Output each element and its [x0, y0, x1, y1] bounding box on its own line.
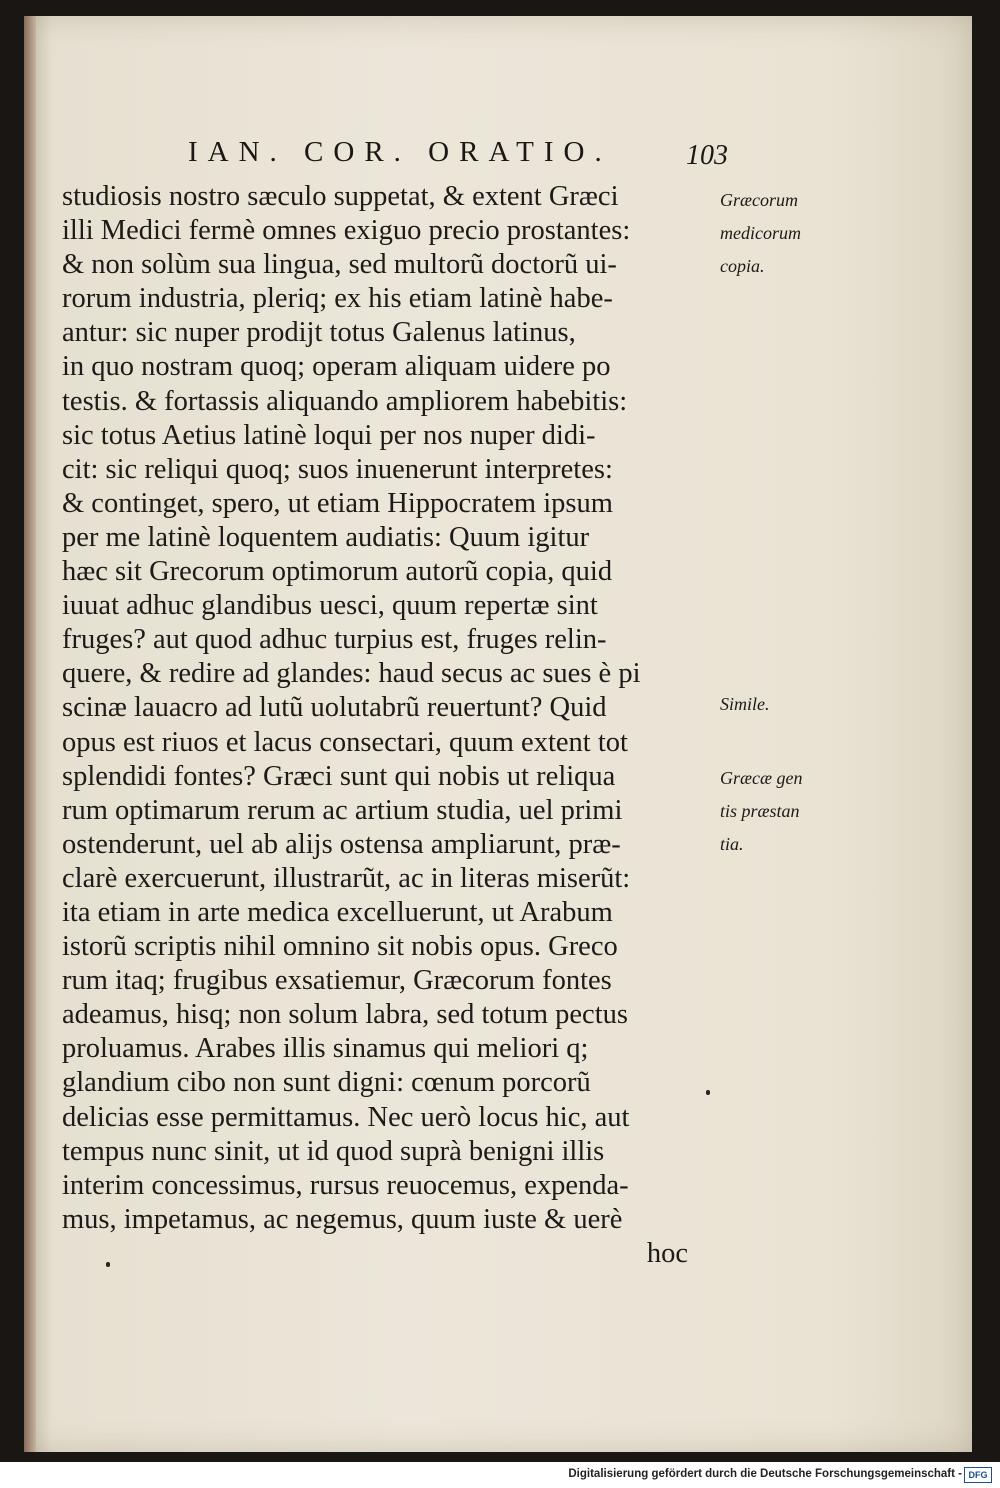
footer-bar: [0, 1462, 1000, 1488]
text-line: adeamus, hisq; non solum labra, sed totum pectus: [62, 999, 628, 1031]
margin-note: [720, 688, 770, 721]
text-line: iuuat adhuc glandibus uesci, quum repertæ sint: [62, 590, 598, 622]
margin-note-line: copia.: [720, 256, 765, 276]
text-line: delicias esse permittamus. Nec uerò locus hic, aut: [62, 1101, 630, 1133]
text-line: antur: sic nuper prodijt totus Galenus latinus,: [62, 317, 576, 349]
text-line: testis. & fortassis aliquando ampliorem habebitis:: [62, 385, 628, 417]
text-line: ita etiam in arte medica excelluerunt, ut Arabum: [62, 896, 613, 928]
text-line: rum optimarum rerum ac artium studia, uel primi: [62, 794, 623, 826]
text-line: istorũ scriptis nihil omnino sit nobis opus. Greco: [62, 931, 618, 963]
running-head: IAN. COR. ORATIO.: [188, 136, 612, 168]
text-line: mus, impetamus, ac negemus, quum iuste & uerè: [62, 1203, 623, 1235]
text-line: & continget, spero, ut etiam Hippocratem ipsum: [62, 487, 613, 519]
text-line: rum itaq; frugibus exsatiemur, Græcorum fontes: [62, 965, 612, 997]
margin-note-line: tis præstan: [720, 801, 800, 821]
page-spine-edge: [24, 16, 36, 1452]
text-line: scinæ lauacro ad lutũ uolutabrũ reuertunt? Quid: [62, 692, 607, 724]
page-number: 103: [686, 140, 728, 171]
dfg-logo: DFG: [964, 1467, 992, 1483]
text-line: in quo nostram quoq; operam aliquam uidere po: [62, 351, 611, 383]
text-line: proluamus. Arabes illis sinamus qui meliori q;: [62, 1033, 589, 1065]
text-line: per me latinè loquentem audiatis: Quum igitur: [62, 521, 590, 553]
margin-note-line: Græcorum: [720, 190, 799, 210]
body-text: [62, 180, 722, 1271]
text-line: fruges? aut quod adhuc turpius est, fruges relin-: [62, 624, 607, 656]
ink-speck: [706, 1090, 710, 1095]
text-line: hæc sit Grecorum optimorum autorũ copia, quid: [62, 556, 613, 588]
text-line: clarè exercuerunt, illustrarũt, ac in literas miserũt:: [62, 862, 631, 894]
margin-note: [720, 184, 801, 283]
margin-note-line: Græcæ gen: [720, 768, 803, 788]
margin-note-line: tia.: [720, 834, 744, 854]
ink-speck: [106, 1262, 110, 1267]
text-line: & non solùm sua lingua, sed multorũ doctorũ ui-: [62, 249, 617, 281]
text-line: glandium cibo non sunt digni: cœnum porcorũ: [62, 1067, 591, 1099]
text-line: illi Medici fermè omnes exiguo precio prostantes:: [62, 215, 631, 247]
text-line: interim concessimus, rursus reuocemus, expenda-: [62, 1169, 629, 1201]
text-line: studiosis nostro sæculo suppetat, & extent Græci: [62, 181, 619, 212]
margin-note-line: medicorum: [720, 223, 801, 243]
text-line: quere, & redire ad glandes: haud secus ac sues è pi: [62, 658, 641, 690]
text-line: splendidi fontes? Græci sunt qui nobis ut reliqua: [62, 760, 616, 792]
text-line: cit: sic reliqui quoq; suos inuenerunt interpretes:: [62, 453, 613, 485]
text-line: tempus nunc sinit, ut id quod suprà benigni illis: [62, 1135, 605, 1167]
text-line: sic totus Aetius latinè loqui per nos nuper didi-: [62, 419, 596, 451]
catchword: hoc: [646, 1237, 688, 1269]
text-line: rorum industria, pleriq; ex his etiam latinè habe-: [62, 283, 613, 315]
text-line: ostenderunt, uel ab alijs ostensa ampliarunt, præ-: [62, 828, 621, 860]
text-line: opus est riuos et lacus consectari, quum extent tot: [62, 726, 628, 758]
funding-credit: Digitalisierung gefördert durch die Deutsche Forschungsgemeinschaft -: [568, 1468, 962, 1480]
margin-note: [720, 762, 803, 861]
margin-note-line: Simile.: [720, 694, 770, 714]
